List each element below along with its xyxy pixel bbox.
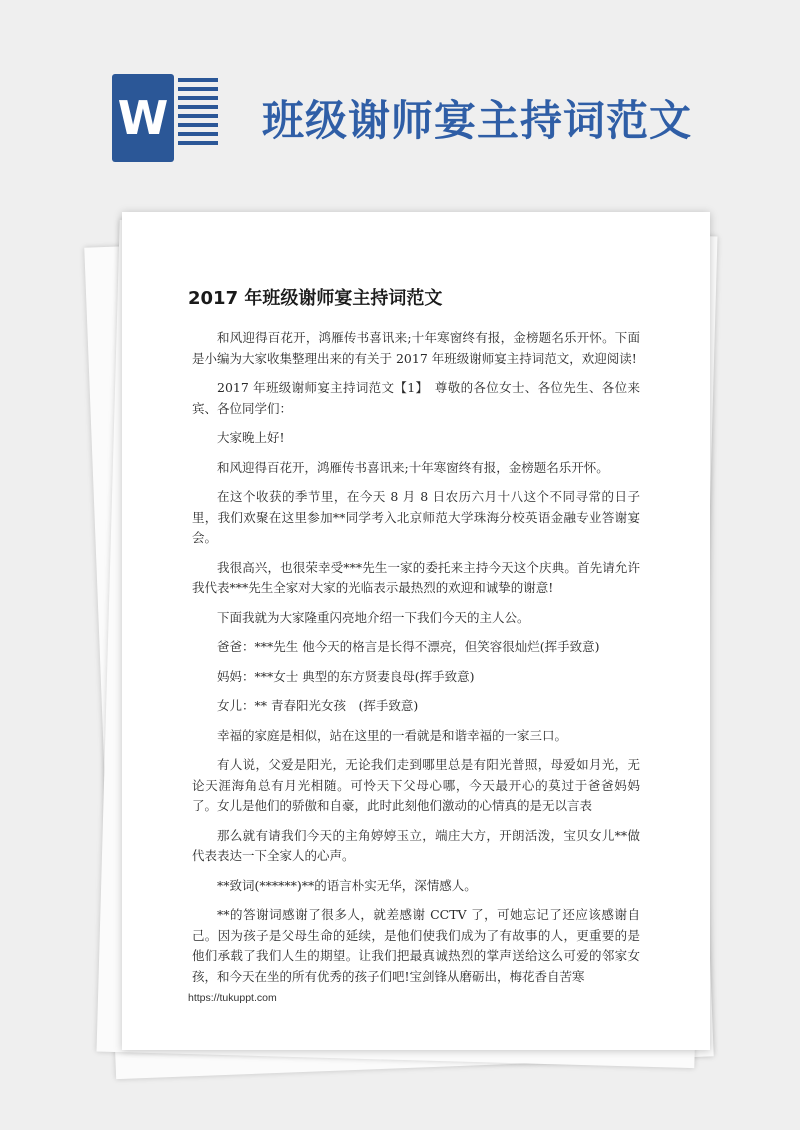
paragraph: 幸福的家庭是相似，站在这里的一看就是和谐幸福的一家三口。 — [217, 727, 568, 743]
paragraph: 和风迎得百花开，鸿雁传书喜讯来;十年寒窗终有报，金榜题名乐开怀。 — [217, 459, 609, 475]
paragraph: 有人说，父爱是阳光，无论我们走到哪里总是有阳光普照，母爱如月光，无论天涯海角总有月光相随。可怜天下父母心哪，今天最开心的莫过于爸爸妈妈了。女儿是他们的骄傲和自豪，此时此刻他们激动的心情真的是无以言表 — [192, 757, 640, 813]
word-logo-letter: W — [112, 74, 174, 162]
paragraph: 我很高兴，也很荣幸受***先生一家的委托来主持今天这个庆典。首先请允许我代表***先生全家对大家的光临表示最热烈的欢迎和诚挚的谢意! — [192, 559, 640, 595]
paragraph: 女儿：** 青春阳光女孩 (挥手致意) — [217, 698, 419, 713]
word-document-icon — [112, 72, 216, 164]
paragraph: 和风迎得百花开，鸿雁传书喜讯来;十年寒窗终有报，金榜题名乐开怀。下面是小编为大家收集整理出来的有关于 2017 年班级谢师宴主持词范文，欢迎阅读! — [192, 330, 640, 366]
banner-title: 班级谢师宴主持词范文 — [262, 96, 693, 145]
paragraph: 爸爸：***先生 他今天的格言是长得不漂亮，但笑容很灿烂(挥手致意) — [217, 639, 600, 654]
document-page — [122, 212, 710, 1050]
banner — [0, 0, 800, 200]
paragraph: 大家晚上好! — [217, 430, 285, 445]
document-lines-icon — [178, 78, 218, 158]
paragraph: 那么就有请我们今天的主角婷婷玉立，端庄大方，开朗活泼，宝贝女儿**做代表表达一下全家人的心声。 — [192, 827, 640, 863]
paragraph: **的答谢词感谢了很多人，就差感谢 CCTV 了，可她忘记了还应该感谢自己。因为孩子是父母生命的延续，是他们使我们成为了有故事的人，更重要的是他们承载了我们人生的期望。让我们把最真诚热烈的掌声送给这么可爱的邻家女孩，和今天在坐的所有优秀的孩子们吧!宝剑锋从磨砺出，梅花香自苦寒 — [192, 907, 640, 984]
paragraph: 2017 年班级谢师宴主持词范文【1】 尊敬的各位女士、各位先生、各位来宾、各位同学们： — [192, 380, 640, 416]
document-body — [192, 328, 640, 996]
paragraph: **致词(******)**的语言朴实无华，深情感人。 — [217, 877, 477, 893]
document-title: 2017 年班级谢师宴主持词范文 — [188, 288, 443, 309]
paragraph: 在这个收获的季节里，在今天 8 月 8 日农历六月十八这个不同寻常的日子里，我们欢聚在这里参加**同学考入北京师范大学珠海分校英语金融专业答谢宴会。 — [192, 489, 640, 545]
footer-url: https://tukuppt.com — [188, 992, 277, 1004]
paragraph: 下面我就为大家隆重闪亮地介绍一下我们今天的主人公。 — [217, 609, 530, 625]
paragraph: 妈妈：***女士 典型的东方贤妻良母(挥手致意) — [217, 668, 475, 684]
